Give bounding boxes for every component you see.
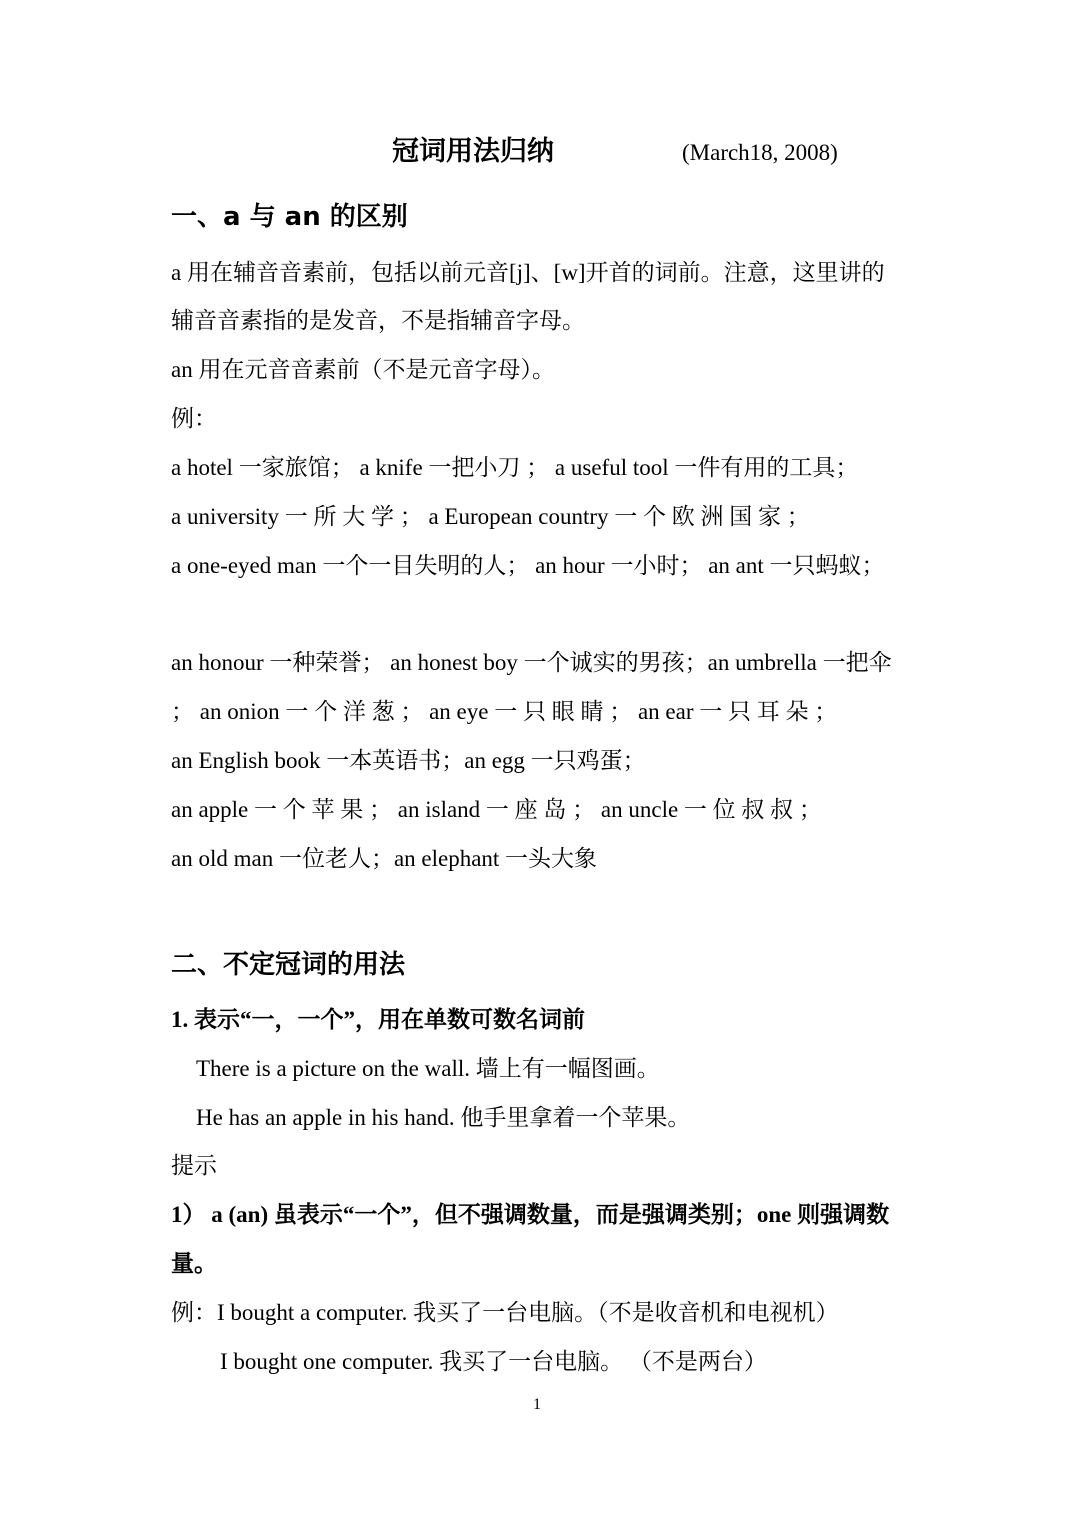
paragraph-line: a 用在辅音音素前，包括以前元音[j]、[w]开首的词前。注意，这里讲的: [171, 260, 885, 285]
example-line: an apple 一 个 苹 果 ； an island 一 座 岛 ； an uncle 一 位 叔 叔 ；: [171, 797, 822, 822]
tip-line: 量。: [171, 1251, 217, 1276]
example-sentence: There is a picture on the wall. 墙上有一幅图画。: [196, 1056, 660, 1081]
page-title: 冠词用法归纳: [392, 136, 554, 167]
point-heading: 1. 表示“一，一个”，用在单数可数名词前: [171, 1007, 585, 1032]
example-sentence: I bought one computer. 我买了一台电脑。 （不是两台）: [220, 1349, 767, 1374]
example-line: an English book 一本英语书；an egg 一只鸡蛋；: [171, 748, 646, 773]
example-line: an honour 一种荣誉； an honest boy 一个诚实的男孩；an umbrella 一把伞: [171, 650, 892, 675]
example-line: a one-eyed man 一个一目失明的人； an hour 一小时； an ant 一只蚂蚁；: [171, 553, 885, 578]
paragraph-line: 辅音音素指的是发音，不是指辅音字母。: [171, 308, 585, 333]
paragraph-line: 例：: [171, 406, 217, 431]
tip-label: 提示: [171, 1153, 217, 1178]
section-heading-1: 一、a 与 an 的区别: [171, 202, 408, 232]
example-line: ； an onion 一 个 洋 葱 ； an eye 一 只 眼 睛 ； an ear 一 只 耳 朵 ；: [171, 699, 838, 724]
example-sentence: He has an apple in his hand. 他手里拿着一个苹果。: [196, 1105, 691, 1130]
example-line: a university 一 所 大 学 ； a European country 一 个 欧 洲 国 家 ；: [171, 504, 810, 529]
date-label: (March18, 2008): [682, 140, 838, 165]
example-line: a hotel 一家旅馆； a knife 一把小刀 ； a useful tool 一件有用的工具；: [171, 455, 859, 480]
example-line: an old man 一位老人；an elephant 一头大象: [171, 846, 598, 871]
tip-line: 1） a (an) 虽表示“一个”，但不强调数量，而是强调类别；one 则强调数: [171, 1202, 890, 1227]
paragraph-line: an 用在元音音素前（不是元音字母）。: [171, 357, 555, 382]
page-number: 1: [533, 1396, 541, 1413]
example-sentence: 例：I bought a computer. 我买了一台电脑。（不是收音机和电视机）: [171, 1300, 839, 1325]
section-heading-2: 二、不定冠词的用法: [171, 950, 406, 980]
